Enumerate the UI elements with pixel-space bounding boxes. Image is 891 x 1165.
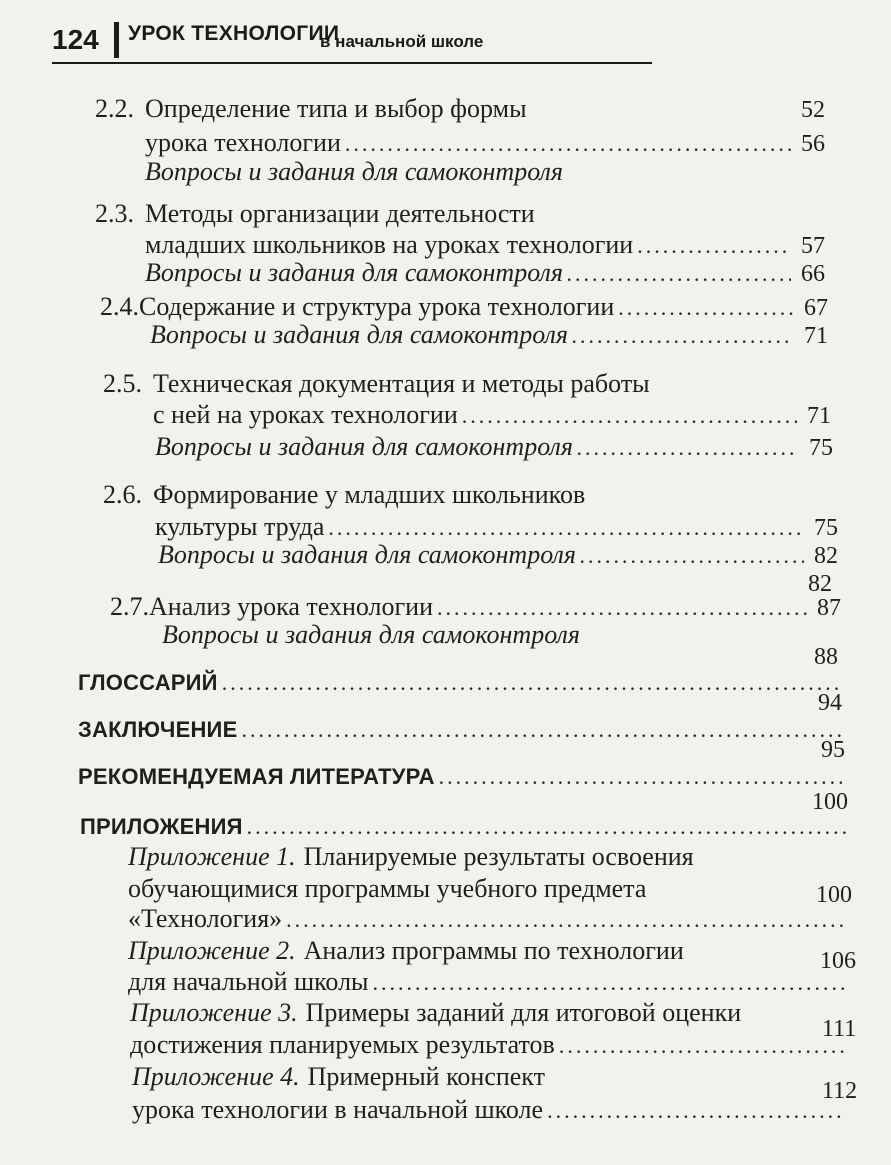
toc-page-number: 56 [801, 131, 825, 157]
toc-entry-2-3-questions [145, 256, 825, 290]
appendix-label: Приложение 2. [128, 936, 296, 965]
toc-page-number: 71 [804, 323, 828, 349]
dot-leader [222, 666, 842, 700]
section-title: Техническая документация и методы работы [153, 369, 650, 398]
toc-page-number: 71 [807, 403, 831, 429]
section-number: 2.5. [103, 369, 142, 398]
questions-title: Вопросы и задания для самоконтроля [145, 157, 563, 186]
appendix-label: Приложение 1. [128, 842, 296, 871]
toc-page-number: 100 [816, 882, 852, 908]
dot-leader [247, 810, 846, 844]
toc-page-number: 111 [822, 1016, 857, 1042]
toc-entry-appendix-3-line2 [130, 1028, 848, 1062]
toc-entry-2-6-line1 [103, 478, 838, 512]
dot-leader [580, 539, 804, 573]
conclusion-title: ЗАКЛЮЧЕНИЕ [78, 717, 238, 742]
toc-entry-2-5-line1 [103, 367, 831, 401]
toc-entry-2-7-questions [162, 618, 841, 652]
dot-leader [547, 1094, 844, 1128]
section-number: 2.6. [103, 480, 142, 509]
glossary-title: ГЛОССАРИЙ [78, 670, 218, 695]
section-title: Анализ урока технологии [149, 592, 433, 621]
section-title-cont: младших школьников на уроках технологии [145, 230, 634, 259]
toc-entry-2-5-questions [155, 430, 833, 464]
toc-entry-appendix-4-line1 [132, 1060, 848, 1094]
appendix-title-cont: обучающимися программы учебного предмета [128, 874, 647, 903]
page-number: 124 [52, 24, 99, 55]
section-number: 2.7. [110, 592, 149, 621]
toc-entry-appendix-3-line1 [130, 996, 848, 1030]
appendices-title: ПРИЛОЖЕНИЯ [80, 814, 243, 839]
dot-leader [577, 431, 799, 465]
dot-leader [373, 966, 844, 1000]
questions-title: Вопросы и задания для самоконтроля [145, 258, 563, 287]
toc-entry-appendix-1-line3 [128, 902, 848, 936]
toc-page-number: 67 [804, 295, 828, 321]
toc-entry-appendices [80, 810, 850, 844]
questions-title: Вопросы и задания для самоконтроля [158, 540, 576, 569]
toc-page-number: 100 [812, 789, 848, 815]
appendix-title-cont: достижения планируемых результатов [130, 1030, 555, 1059]
literature-title: РЕКОМЕНДУЕМАЯ ЛИТЕРАТУРА [78, 764, 435, 789]
questions-title: Вопросы и задания для самоконтроля [155, 432, 573, 461]
toc-entry-appendix-1-line2 [128, 872, 848, 906]
appendix-label: Приложение 4. [132, 1062, 300, 1091]
appendix-label: Приложение 3. [130, 998, 298, 1027]
toc-entry-appendix-1-line1 [128, 840, 848, 874]
toc-entry-2-2-questions [145, 155, 825, 189]
toc-page-number: 66 [801, 261, 825, 287]
dot-leader [439, 760, 842, 794]
appendix-title: Анализ программы по технологии [303, 936, 684, 965]
toc-entry-2-6-questions [158, 538, 838, 572]
toc-entry-2-4-questions [150, 318, 828, 352]
toc-entry-conclusion [78, 713, 846, 747]
toc-entry-glossary [78, 666, 846, 700]
dot-leader [572, 319, 794, 353]
section-title: Содержание и структура урока технологии [139, 292, 615, 321]
toc-entry-appendix-2-line2 [128, 965, 848, 999]
toc-page-number: 87 [817, 595, 841, 621]
section-title-cont: урока технологии [145, 128, 341, 157]
toc-page-number: 94 [818, 690, 842, 716]
toc-entry-appendix-2-line1 [128, 934, 848, 968]
toc-entry-2-2-line1 [95, 92, 825, 126]
appendix-title: Планируемые результаты освоения [303, 842, 694, 871]
appendix-title-cont: «Технология» [128, 904, 283, 933]
dot-leader [241, 713, 842, 747]
dot-leader [559, 1029, 844, 1063]
toc-page-number: 95 [821, 737, 845, 763]
dot-leader [567, 257, 791, 291]
questions-title: Вопросы и задания для самоконтроля [162, 620, 580, 649]
dot-leader [462, 399, 797, 433]
toc-page-number: 112 [822, 1078, 858, 1104]
toc-page-number: 82 [814, 543, 838, 569]
section-title-cont: культуры труда [155, 512, 325, 541]
toc-page-number: 57 [801, 233, 825, 259]
dot-leader [286, 903, 844, 937]
section-title: Методы организации деятельности [145, 199, 535, 228]
toc-page-number: 82 [808, 571, 832, 597]
section-title-cont: с ней на уроках технологии [153, 400, 458, 429]
section-title: Формирование у младших школьников [153, 480, 586, 509]
toc-entry-appendix-4-line2 [132, 1093, 848, 1127]
toc-page-number: 106 [820, 948, 856, 974]
section-title: Определение типа и выбор формы [145, 94, 527, 123]
section-number: 2.4. [100, 292, 139, 321]
toc-entry-literature [78, 760, 846, 794]
toc-page-number: 75 [809, 435, 833, 461]
section-number: 2.2. [95, 94, 134, 123]
toc-entry-2-5-line2 [153, 398, 831, 432]
toc-entry-2-3-line1 [95, 197, 825, 231]
section-number: 2.3. [95, 199, 134, 228]
appendix-title: Примеры заданий для итоговой оценки [305, 998, 742, 1027]
appendix-title-cont: для начальной школы [128, 967, 369, 996]
questions-title: Вопросы и задания для самоконтроля [150, 320, 568, 349]
header-title: УРОК ТЕХНОЛОГИИ [128, 22, 340, 45]
header-subtitle: в начальной школе [320, 32, 484, 51]
toc-page-number: 88 [814, 644, 838, 670]
appendix-title: Примерный конспект [307, 1062, 545, 1091]
toc-page-number: 75 [814, 515, 838, 541]
appendix-title-cont: урока технологии в начальной школе [132, 1095, 544, 1124]
toc-page-number: 52 [801, 97, 825, 123]
